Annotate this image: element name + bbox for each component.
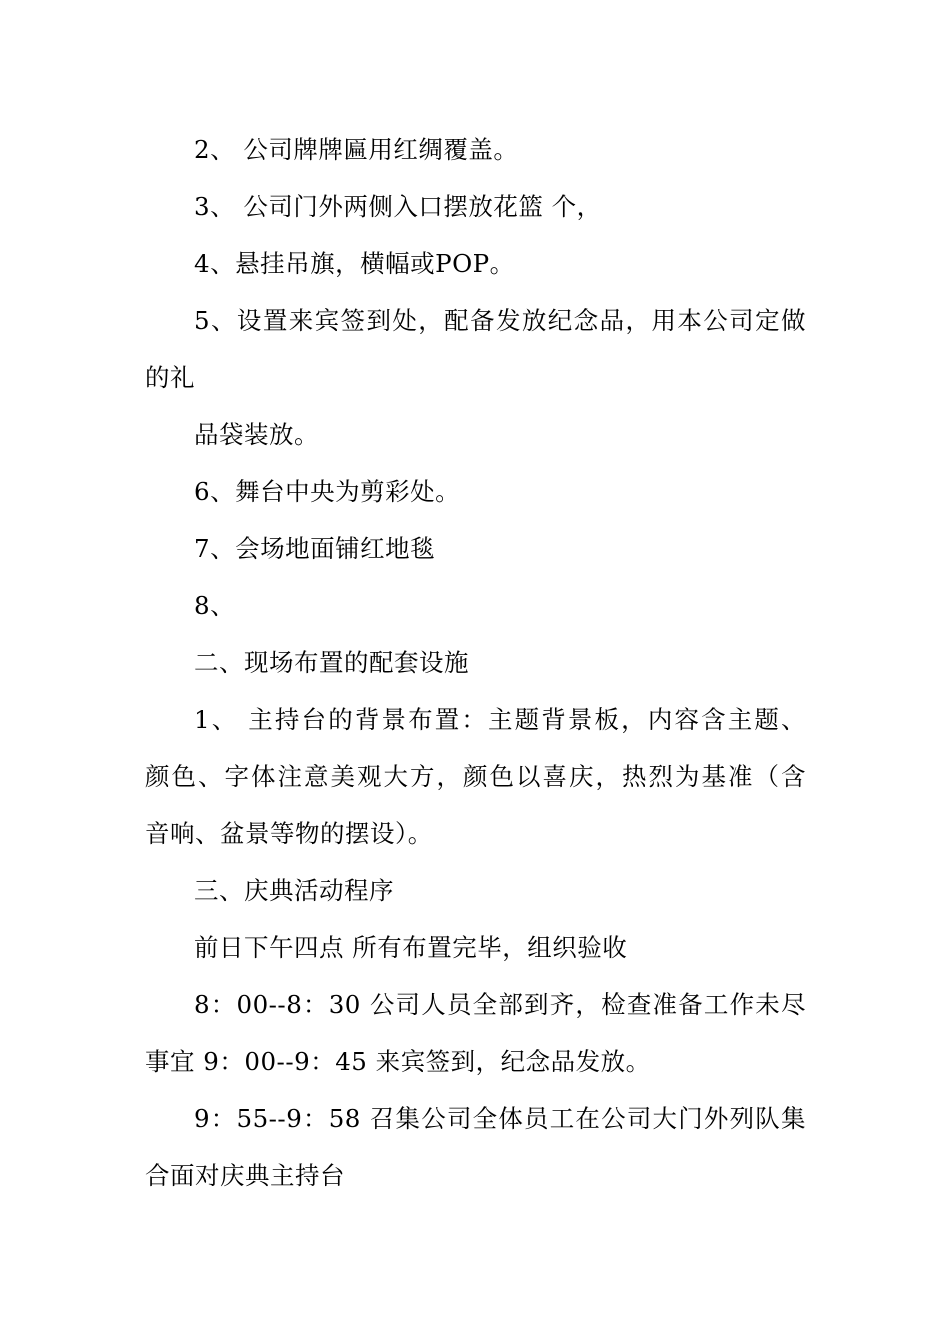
section-heading-2: 二、现场布置的配套设施 xyxy=(194,648,469,677)
text-line-16: 8：00--8：30 公司人员全部到齐，检查准备工作未尽 xyxy=(194,990,806,1019)
text-line-3: 4、悬挂吊旗，横幅或POP。 xyxy=(194,249,515,278)
text-line-5: 的礼 xyxy=(145,363,195,392)
section-heading-3: 三、庆典活动程序 xyxy=(194,876,394,905)
text-line-7: 6、舞台中央为剪彩处。 xyxy=(194,477,461,506)
text-line-17: 事宜 9：00--9：45 来宾签到，纪念品发放。 xyxy=(145,1047,651,1076)
text-line-19: 合面对庆典主持台 xyxy=(145,1161,345,1190)
text-line-9: 8、 xyxy=(194,591,236,620)
text-line-4: 5、设置来宾签到处，配备发放纪念品，用本公司定做 xyxy=(194,306,806,335)
text-line-8: 7、会场地面铺红地毯 xyxy=(194,534,436,563)
text-line-1: 2、 公司牌牌匾用红绸覆盖。 xyxy=(194,135,519,164)
text-line-12: 颜色、字体注意美观大方，颜色以喜庆，热烈为基准（含 xyxy=(145,762,806,791)
text-line-15: 前日下午四点 所有布置完毕，组织验收 xyxy=(194,933,628,962)
text-line-2: 3、 公司门外两侧入口摆放花篮 个， xyxy=(194,192,602,221)
text-line-13: 音响、盆景等物的摆设）。 xyxy=(145,819,433,848)
text-line-18: 9：55--9：58 召集公司全体员工在公司大门外列队集 xyxy=(194,1104,806,1133)
text-line-11: 1、 主持台的背景布置：主题背景板，内容含主题、 xyxy=(194,705,806,734)
text-line-6: 品袋装放。 xyxy=(194,420,319,449)
